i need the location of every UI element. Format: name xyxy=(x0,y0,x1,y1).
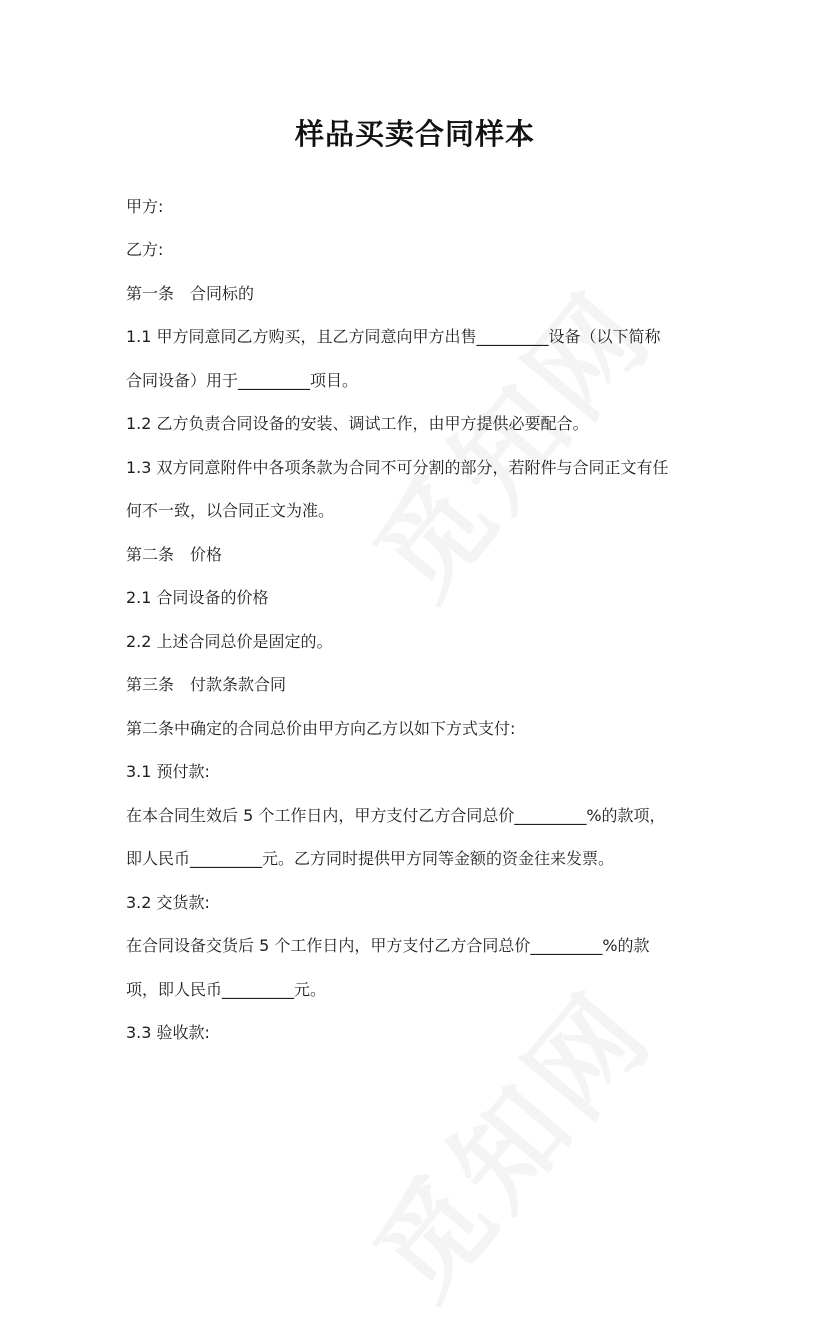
paragraph-line: 在本合同生效后 5 个工作日内，甲方支付乙方合同总价_________%的款项， xyxy=(126,806,666,825)
paragraph-line: 3.2 交货款: xyxy=(126,893,210,912)
paragraph-line: 即人民币_________元。乙方同时提供甲方同等金额的资金往来发票。 xyxy=(126,849,615,868)
party-b-line: 乙方: xyxy=(126,240,164,259)
party-a-line: 甲方: xyxy=(126,197,164,216)
article-2-heading: 第二条 价格 xyxy=(126,545,223,564)
watermark xyxy=(333,953,682,1325)
paragraph-line: 3.1 预付款: xyxy=(126,762,210,781)
paragraph-line: 项，即人民币_________元。 xyxy=(126,980,327,999)
watermark xyxy=(333,253,682,626)
paragraph-line: 1.3 双方同意附件中各项条款为合同不可分割的部分，若附件与合同正文有任 xyxy=(126,458,669,477)
document-title: 样品买卖合同样本 xyxy=(294,117,535,151)
article-3-heading: 第三条 付款条款合同 xyxy=(126,675,287,694)
paragraph-line: 2.1 合同设备的价格 xyxy=(126,588,269,607)
paragraph-line: 1.1 甲方同意同乙方购买，且乙方同意向甲方出售_________设备（以下简称 xyxy=(126,327,661,346)
paragraph-line: 在合同设备交货后 5 个工作日内，甲方支付乙方合同总价_________%的款 xyxy=(126,936,650,955)
paragraph-line: 1.2 乙方负责合同设备的安装、调试工作，由甲方提供必要配合。 xyxy=(126,414,589,433)
paragraph-line: 第二条中确定的合同总价由甲方向乙方以如下方式支付: xyxy=(126,719,516,738)
paragraph-line: 合同设备）用于_________项目。 xyxy=(126,371,359,390)
paragraph-line: 何不一致，以合同正文为准。 xyxy=(126,501,335,520)
article-1-heading: 第一条 合同标的 xyxy=(126,284,255,303)
paragraph-line: 3.3 验收款: xyxy=(126,1023,210,1042)
paragraph-line: 2.2 上述合同总价是固定的。 xyxy=(126,632,333,651)
